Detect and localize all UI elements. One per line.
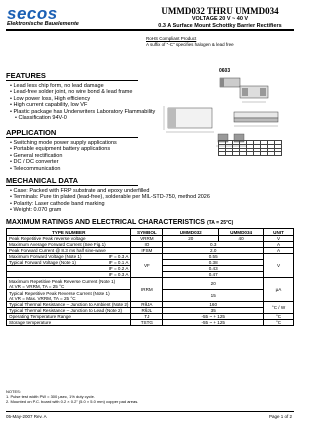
column-header: UNIT: [264, 229, 294, 236]
list-item: • DC / DC converter: [10, 159, 160, 165]
list-item: • Polarity: Laser cathode band marking: [10, 201, 270, 207]
condition-text: IF = 0.1 A: [108, 260, 129, 265]
application-heading: APPLICATION: [6, 128, 57, 137]
header-divider: [6, 29, 294, 31]
table-header-row: [7, 229, 294, 236]
note-item: 1. Pulse test width PW = 300 μsec, 1% duty cycle.: [6, 394, 95, 399]
list-item: • Lead less chip form, no lead damage: [10, 83, 200, 89]
mechanical-heading: MECHANICAL DATA: [6, 176, 79, 185]
value-cell: -55 ~ + 125: [163, 314, 264, 320]
value-cell: 0.38: [163, 260, 264, 266]
part-number-title: UMMD032 THRU UMMD034: [161, 6, 279, 16]
column-header: TYPE NUMBER: [7, 229, 131, 236]
param-cell: Maximum Average Forward Current (See Fig.1): [7, 242, 131, 248]
features-heading: FEATURES: [6, 71, 46, 80]
table-row: [7, 320, 294, 326]
column-header: UMMD034: [219, 229, 264, 236]
value-cell: 20: [163, 236, 219, 242]
param-cell: [7, 278, 131, 290]
ratings-condition: (TA = 25°C): [206, 220, 234, 226]
list-item: • Low power loss, High efficiency: [10, 96, 200, 102]
symbol-cell: RθJL: [131, 308, 163, 314]
ratings-table: [6, 228, 294, 326]
list-item: • Plastic package has Underwriters Laboratory Flammability: [10, 109, 200, 115]
list-item: • Terminals: Pure tin plated (lead-free), solderable per MIL-STD-750, method 2026: [10, 194, 270, 200]
column-header: UMMD032: [163, 229, 219, 236]
param-cell: [7, 260, 131, 266]
ratings-title: MAXIMUM RATINGS AND ELECTRICAL CHARACTERISTICS: [6, 219, 205, 226]
condition-text: At VR = VRRM, TA = 25 °C: [9, 283, 65, 289]
param-cell: Peak Forward Current @ 8.3 ms half sine-wave: [7, 248, 131, 254]
mechanical-divider: [6, 185, 138, 186]
package-label: 0603: [219, 68, 231, 74]
list-item: • High current capability, low VF: [10, 102, 200, 108]
features-list: [10, 83, 200, 121]
condition-text: IF = 0.2 A: [108, 266, 129, 271]
value-cell: 0.55: [163, 254, 264, 260]
unit-cell: °C / W: [264, 302, 294, 314]
unit-cell: V: [264, 254, 294, 278]
rohs-notice: [146, 36, 234, 48]
product-description: 0.3 A Surface Mount Schottky Barrier Rectifiers: [158, 23, 282, 29]
unit-cell: A: [264, 242, 294, 248]
symbol-cell: IRRM: [131, 278, 163, 302]
notes-title: NOTES:: [6, 389, 21, 394]
features-divider: [6, 80, 138, 81]
condition-text: IF = 0.3 A: [108, 254, 129, 259]
param-text: Maximum Repetitive Peak Reverse Current (Note 1): [9, 278, 116, 284]
rohs-line-2: A suffix of "-C" specifies halogen & lead free: [146, 42, 234, 47]
value-cell: 40: [219, 236, 264, 242]
ratings-heading: [6, 219, 233, 226]
footer-date-revision: 05-May-2007 Rev. A: [6, 414, 47, 419]
value-cell: 0.3: [163, 242, 264, 248]
application-list: [10, 140, 160, 172]
symbol-cell: IFSM: [131, 248, 163, 254]
rohs-line-1: RoHS Compliant Product: [146, 36, 197, 41]
footer-page-number: Page 1 of 2: [268, 414, 292, 419]
condition-text: At VR = Max. VRRM, TA = 25 °C: [9, 295, 76, 301]
list-item: • Telecommunication: [10, 166, 160, 172]
symbol-cell: VF: [131, 254, 163, 278]
symbol-cell: RθJA: [131, 302, 163, 308]
value-cell: 15: [163, 290, 264, 302]
table-row: [7, 278, 294, 290]
column-header: SYMBOL: [131, 229, 163, 236]
company-logo: secos: [7, 4, 58, 23]
condition-text: IF = 0.3 A: [108, 272, 129, 277]
list-item: • Case: Packed with FRP substrate and epoxy underfilled: [10, 188, 270, 194]
package-dimension-table: [218, 140, 282, 156]
param-text: Maximum Forward Voltage (Note 1): [9, 254, 82, 259]
list-item: • Classification 94V-0: [10, 115, 200, 121]
list-item: • Lead-free solder joint, no wire bond & lead frame: [10, 89, 200, 95]
list-item: • Portable equipment battery applications: [10, 146, 160, 152]
unit-cell: °C: [264, 320, 294, 326]
value-cell: 160: [163, 302, 264, 308]
notes-section: [6, 389, 138, 404]
param-text: Typical Repetitive Peak Reverse Current (Note 1): [9, 290, 110, 296]
param-cell: Typical Thermal Resistance – Junction to Ambient (Note 2): [7, 302, 131, 308]
param-cell: [7, 290, 131, 302]
unit-cell: μA: [264, 278, 294, 302]
application-divider: [6, 137, 138, 138]
param-text: Typical Forward Voltage (Note 1): [9, 260, 76, 265]
value-cell: 2.0: [163, 248, 264, 254]
value-cell: 20: [163, 278, 264, 290]
symbol-cell: TJ: [131, 314, 163, 320]
param-cell: Peak Repetitive Peak reverse voltage: [7, 236, 131, 242]
symbol-cell: VRRM: [131, 236, 163, 242]
value-cell: 0.47: [163, 272, 264, 278]
company-subtitle: Elektronische Bauelemente: [7, 21, 79, 27]
list-item: • Switching mode power supply applications: [10, 140, 160, 146]
symbol-cell: TSTG: [131, 320, 163, 326]
param-cell: Typical Thermal Resistance – Junction to Lead (Note 2): [7, 308, 131, 314]
list-item: • Weight: 0.070 gram: [10, 207, 270, 213]
value-cell: 35: [163, 308, 264, 314]
voltage-range: VOLTAGE 20 V ~ 40 V: [191, 16, 249, 22]
list-item: • General rectification: [10, 153, 160, 159]
mechanical-list: [10, 188, 270, 214]
value-cell: 0.43: [163, 266, 264, 272]
param-cell: Storage temperature: [7, 320, 131, 326]
note-item: 2. Mounted on P.C. board with 0.2 × 0.2" (5.0 × 5.0 mm) copper pad areas.: [6, 399, 139, 404]
symbol-cell: IO: [131, 242, 163, 248]
param-cell: Operating Temperature Range: [7, 314, 131, 320]
unit-cell: A: [264, 248, 294, 254]
unit-cell: V: [264, 236, 294, 242]
footer-divider: [6, 411, 294, 412]
param-cell: [7, 254, 131, 260]
unit-cell: °C: [264, 314, 294, 320]
value-cell: -55 ~ + 125: [163, 320, 264, 326]
